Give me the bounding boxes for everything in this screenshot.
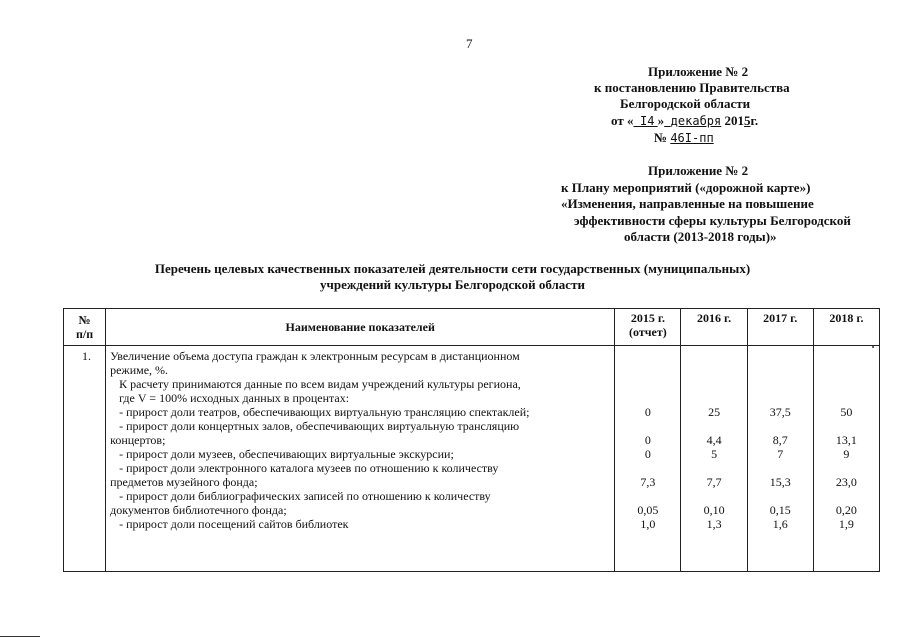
header-2018: 2018 г. bbox=[813, 309, 879, 346]
indicator-value bbox=[681, 391, 746, 405]
indicator-value: 5 bbox=[711, 447, 718, 461]
indicator-value bbox=[615, 419, 680, 433]
date-end: г. bbox=[750, 113, 759, 128]
indicator-value: 0,10 bbox=[703, 503, 725, 517]
indicator-line: документов библиотечного фонда; bbox=[110, 503, 287, 517]
date-mid: » bbox=[657, 113, 665, 128]
indicator-value: 1,6 bbox=[772, 517, 788, 531]
number-value: 46I-пп bbox=[670, 131, 714, 145]
indicator-value bbox=[615, 461, 680, 475]
indicator-value: 4,4 bbox=[706, 433, 722, 447]
indicator-value bbox=[615, 377, 680, 391]
indicator-value: 1,0 bbox=[640, 517, 656, 531]
indicator-value bbox=[748, 363, 813, 377]
indicator-line: К расчету принимаются данные по всем видам учреждений культуры региона, bbox=[119, 377, 521, 391]
plan-appendix-title: Приложение № 2 bbox=[648, 163, 749, 178]
indicator-value: 37,5 bbox=[769, 405, 791, 419]
indicator-line: - прирост доли посещений сайтов библиотек bbox=[119, 517, 349, 531]
document-title bbox=[0, 261, 905, 293]
indicators-table bbox=[63, 308, 880, 572]
indicator-line: концертов; bbox=[110, 433, 166, 447]
values-2017 bbox=[747, 346, 813, 572]
indicator-value bbox=[814, 461, 879, 475]
indicator-value: 7 bbox=[777, 447, 784, 461]
indicator-value bbox=[681, 419, 746, 433]
indicator-value: 50 bbox=[840, 405, 853, 419]
indicator-value bbox=[814, 489, 879, 503]
indicator-value bbox=[615, 391, 680, 405]
indicator-value bbox=[748, 391, 813, 405]
indicator-value: 0,05 bbox=[637, 503, 659, 517]
indicator-value: 0 bbox=[644, 433, 651, 447]
row-number: 1. bbox=[64, 346, 106, 572]
table-row bbox=[64, 346, 880, 572]
values-2016 bbox=[681, 346, 747, 572]
indicator-line: - прирост доли концертных залов, обеспечивающих виртуальную трансляцию bbox=[119, 419, 520, 433]
indicator-value: 13,1 bbox=[835, 433, 857, 447]
indicator-value bbox=[615, 363, 680, 377]
date-month: декабря bbox=[670, 114, 722, 128]
appendix-region-line: Белгородской области bbox=[620, 96, 751, 111]
header-number: № п/п bbox=[64, 309, 106, 346]
indicator-line: Увеличение объема доступа граждан к электронным ресурсам в дистанционном bbox=[110, 349, 520, 363]
header-name: Наименование показателей bbox=[106, 309, 615, 346]
appendix-number-line bbox=[654, 130, 714, 146]
page-number: 7 bbox=[466, 36, 473, 51]
indicator-value bbox=[615, 489, 680, 503]
indicator-value bbox=[681, 461, 746, 475]
indicator-line: режиме, %. bbox=[110, 363, 169, 377]
indicator-line: предметов музейного фонда; bbox=[110, 475, 258, 489]
indicator-value bbox=[681, 377, 746, 391]
table-header-row bbox=[64, 309, 880, 346]
indicator-value bbox=[814, 419, 879, 433]
indicator-line: где V = 100% исходных данных в процентах: bbox=[119, 391, 350, 405]
indicator-value bbox=[814, 391, 879, 405]
indicator-value: 0,20 bbox=[835, 503, 857, 517]
header-2015: 2015 г. (отчет) bbox=[615, 309, 681, 346]
indicator-value: 8,7 bbox=[772, 433, 788, 447]
indicator-value: 25 bbox=[708, 405, 721, 419]
bottom-rule bbox=[0, 636, 40, 637]
appendix-title: Приложение № 2 bbox=[648, 64, 749, 79]
indicator-line: - прирост доли библиографических записей по отношению к количеству bbox=[119, 489, 491, 503]
row-name-cell bbox=[106, 346, 615, 572]
appendix-decree-line: к постановлению Правительства bbox=[594, 80, 790, 95]
indicator-value: 0 bbox=[644, 405, 651, 419]
indicator-value: 7,3 bbox=[640, 475, 656, 489]
indicator-value bbox=[748, 489, 813, 503]
indicator-line: - прирост доли театров, обеспечивающих виртуальную трансляцию спектаклей; bbox=[119, 405, 530, 419]
values-2015 bbox=[615, 346, 681, 572]
date-year-prefix: 201 bbox=[724, 113, 744, 128]
date-prefix: от « bbox=[611, 113, 634, 128]
scan-dot bbox=[872, 346, 874, 348]
indicator-value bbox=[615, 349, 680, 363]
indicator-value bbox=[748, 419, 813, 433]
indicator-value: 23,0 bbox=[835, 475, 857, 489]
date-day: I4 bbox=[639, 114, 655, 128]
indicator-value bbox=[748, 377, 813, 391]
indicator-value: 1,9 bbox=[838, 517, 854, 531]
indicator-value bbox=[814, 363, 879, 377]
header-2017: 2017 г. bbox=[747, 309, 813, 346]
indicator-value bbox=[748, 349, 813, 363]
indicator-line: - прирост доли музеев, обеспечивающих виртуальные экскурсии; bbox=[119, 447, 454, 461]
indicator-value bbox=[748, 461, 813, 475]
plan-appendix-line5: области (2013-2018 годы)» bbox=[624, 229, 777, 244]
indicator-value: 7,7 bbox=[706, 475, 722, 489]
indicator-value bbox=[814, 377, 879, 391]
indicator-value: 9 bbox=[843, 447, 850, 461]
indicator-value: 0,15 bbox=[769, 503, 791, 517]
indicator-line: - прирост доли электронного каталога музеев по отношению к количеству bbox=[119, 461, 499, 475]
indicator-value: 15,3 bbox=[769, 475, 791, 489]
plan-appendix-line3: «Изменения, направленные на повышение bbox=[561, 196, 814, 211]
indicator-value bbox=[681, 489, 746, 503]
indicator-value bbox=[681, 363, 746, 377]
plan-appendix-line4: эффективности сферы культуры Белгородской bbox=[574, 213, 851, 228]
header-2016: 2016 г. bbox=[681, 309, 747, 346]
date-year-suffix: 5 bbox=[744, 113, 751, 128]
plan-appendix-line2: к Плану мероприятий («дорожной карте») bbox=[561, 180, 811, 195]
indicator-value bbox=[681, 349, 746, 363]
values-2018 bbox=[813, 346, 879, 572]
number-prefix: № bbox=[654, 130, 668, 145]
indicator-value: 1,3 bbox=[706, 517, 722, 531]
indicator-value bbox=[814, 349, 879, 363]
title-line1: Перечень целевых качественных показателей деятельности сети государственных (муниципальных) bbox=[154, 261, 751, 276]
title-line2: учреждений культуры Белгородской области bbox=[320, 277, 585, 292]
appendix-date-line bbox=[611, 113, 758, 129]
indicator-value: 0 bbox=[644, 447, 651, 461]
